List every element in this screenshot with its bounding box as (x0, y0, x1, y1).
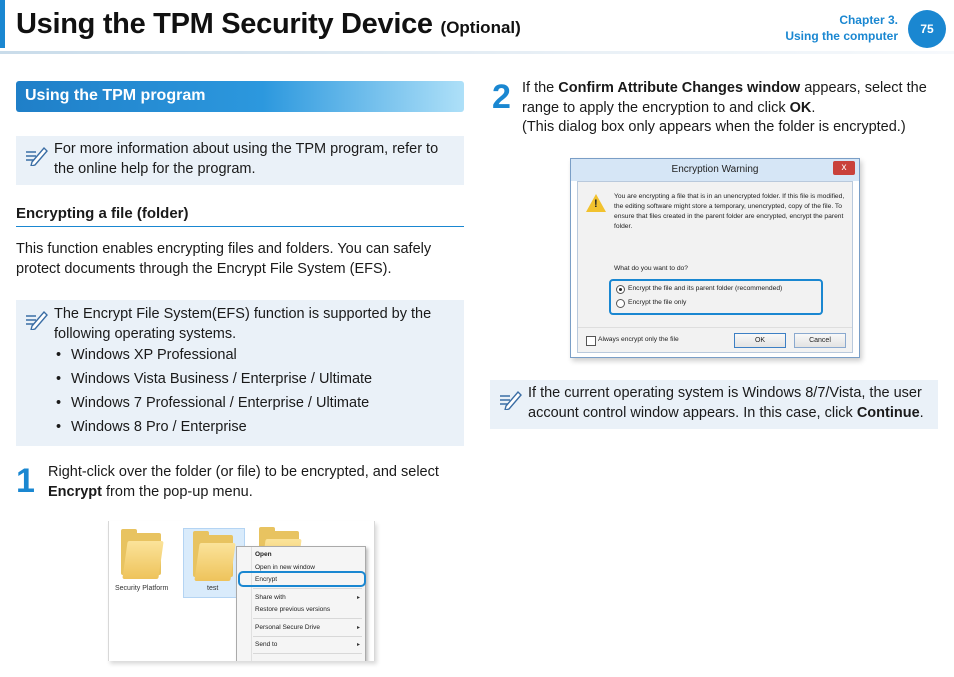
step-number: 1 (16, 462, 35, 500)
menu-item-open[interactable]: Open (255, 551, 272, 558)
header-divider (0, 51, 954, 54)
radio-encrypt-file-only[interactable] (616, 299, 625, 308)
menu-item-send-to[interactable]: Send to (255, 641, 278, 648)
list-item: • Windows 8 Pro / Enterprise (56, 419, 247, 435)
warning-icon-mark: ! (594, 198, 598, 210)
section-title: Using the TPM program (25, 87, 206, 104)
submenu-arrow-icon: ▸ (356, 642, 360, 648)
always-encrypt-checkbox[interactable] (586, 336, 596, 346)
dialog-title: Encryption Warning (671, 164, 759, 175)
body-paragraph: This function enables encrypting files and folders. You can safely protect documents through the Encrypt File System (EFS). (16, 241, 432, 277)
list-item: • Windows 7 Professional / Enterprise / Ultimate (56, 395, 370, 411)
folder-label: test (207, 585, 219, 592)
encryption-warning-dialog (570, 158, 860, 358)
note-text: If the current operating system is Windows 8/7/Vista, the user account control window appears. In this case, click Continue. (528, 385, 924, 421)
header-accent-bar (0, 0, 5, 48)
folder-label: Security Platform (115, 585, 169, 592)
chapter-name: Using the computer (785, 29, 898, 43)
menu-item-encrypt[interactable]: Encrypt (255, 576, 278, 583)
close-button[interactable]: x (833, 161, 855, 175)
subsection-heading: Encrypting a file (folder) (16, 205, 464, 227)
step-text: If the Confirm Attribute Changes window appears, select the range to apply the encryption to and click OK. (This dialog box only appears when the folder is encrypted.) (522, 80, 927, 135)
explorer-screenshot (108, 521, 375, 661)
radio-label: Encrypt the file and its parent folder (recommended) (628, 285, 783, 292)
encrypt-highlight (238, 571, 366, 587)
menu-item-restore-versions[interactable]: Restore previous versions (255, 606, 331, 613)
submenu-arrow-icon: ▸ (356, 595, 360, 601)
dialog-message: You are encrypting a file that is in an unencrypted folder. If this file is modified, the editing software might store a temporary, unencrypted, copy of the file. To ensure that files created in the parent folder are encrypted, encrypt the parent folder. (614, 193, 845, 230)
chapter-info (785, 12, 898, 44)
folder-icon (115, 527, 165, 583)
note-box (16, 300, 464, 446)
dialog-divider (578, 327, 852, 328)
menu-item-open-new-window[interactable]: Open in new window (255, 564, 315, 571)
cancel-button[interactable]: Cancel (794, 333, 846, 348)
radio-label: Encrypt the file only (628, 299, 687, 306)
note-pencil-icon (24, 308, 48, 330)
section-title-bar (16, 81, 464, 112)
note-pencil-icon (24, 144, 48, 166)
note-text: The Encrypt File System(EFS) function is supported by the following operating systems. (54, 306, 432, 342)
page-number-badge: 75 (908, 10, 946, 48)
list-item: • Windows XP Professional (56, 347, 237, 363)
menu-item-personal-secure-drive[interactable]: Personal Secure Drive (255, 624, 321, 631)
step-text: Right-click over the folder (or file) to be encrypted, and select Encrypt from the pop-up menu. (48, 464, 439, 500)
menu-item-share-with[interactable]: Share with (255, 594, 286, 601)
note-text: For more information about using the TPM program, refer to the online help for the program. (54, 141, 439, 177)
list-item: • Windows Vista Business / Enterprise / Ultimate (56, 371, 373, 387)
note-pencil-icon (498, 388, 522, 410)
submenu-arrow-icon: ▸ (356, 625, 360, 631)
dialog-question: What do you want to do? (614, 265, 688, 272)
dialog-titlebar (571, 159, 859, 181)
folder-icon (187, 529, 237, 585)
chapter-label: Chapter 3. (839, 13, 898, 27)
page-title: Using the TPM Security Device (Optional) (16, 8, 521, 40)
note-box (490, 380, 938, 429)
checkbox-label: Always encrypt only the file (598, 336, 679, 343)
title-suffix: (Optional) (440, 18, 521, 37)
step-number: 2 (492, 78, 511, 116)
ok-button[interactable]: OK (734, 333, 786, 348)
note-box (16, 136, 464, 185)
dialog-body (577, 181, 853, 353)
radio-encrypt-file-and-folder[interactable] (616, 285, 625, 294)
context-menu (236, 546, 366, 661)
os-list (56, 347, 372, 443)
